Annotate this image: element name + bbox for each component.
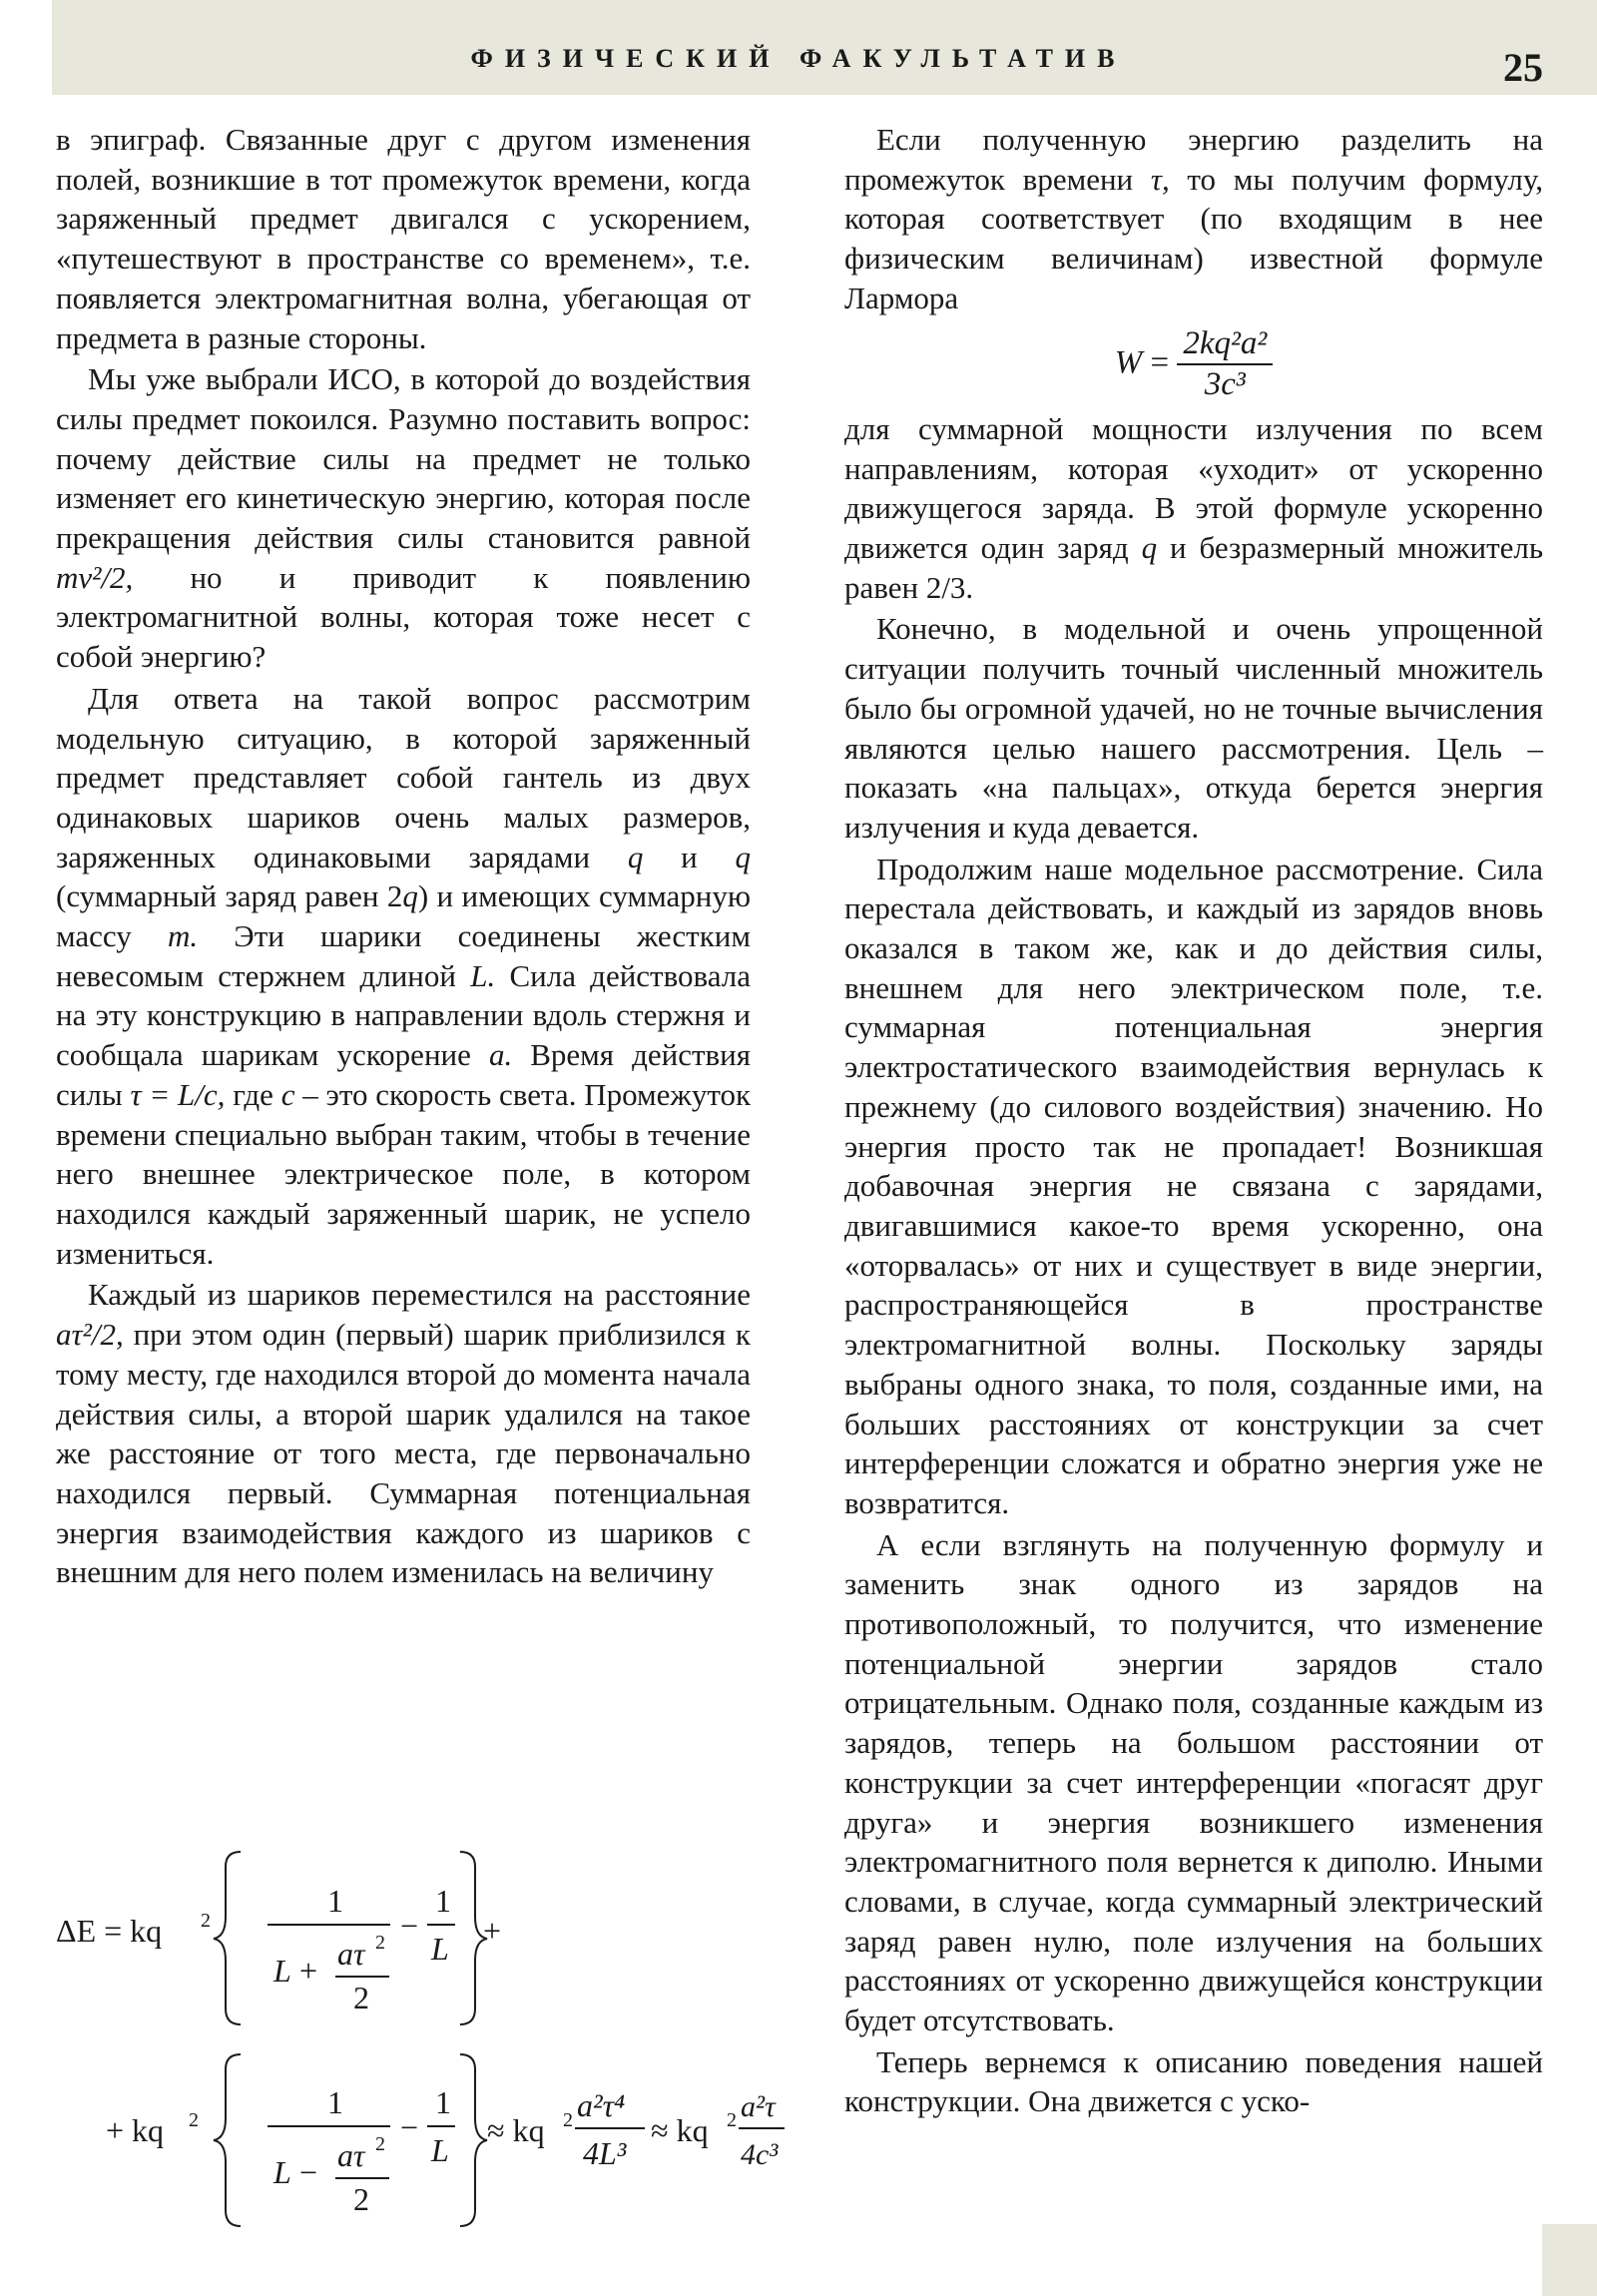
denominator-two: 2 xyxy=(353,1980,369,2015)
four-c-cubed: 4c³ xyxy=(741,2138,779,2171)
text-run: но и приводит к появлению электромагнитной волны, которая тоже несет с собой энергию? xyxy=(56,559,751,675)
right-column xyxy=(844,120,1543,2123)
text-run: для суммарной мощности излучения по всем направлениям, которая «уходит» от ускоренно движущегося заряда. В этой формуле ускоренно движется один заряд xyxy=(844,410,1543,566)
text-run: ) и имеющих суммарную массу xyxy=(56,878,751,954)
denominator-two: 2 xyxy=(353,2181,369,2217)
larmor-numerator: 2kq²a² xyxy=(1177,324,1273,366)
var-q: q xyxy=(627,839,644,874)
var-c: c xyxy=(280,1076,295,1112)
numerator-one: 1 xyxy=(435,1883,451,1919)
var-m: m. xyxy=(167,918,199,954)
larmor-formula xyxy=(844,324,1543,405)
text-run: то мы получим формулу, которая соответствует (по входящим в нее физическим величинам) известной формуле Лармора xyxy=(844,161,1544,315)
var-a: a. xyxy=(488,1037,513,1073)
text-run: – это скорость света. Промежуток времени специально выбран таким, чтобы в течение него внешнее электрическое поле, в котором находился каждый заряженный шарик, не успело измениться. xyxy=(56,1076,752,1271)
right-paragraph-1 xyxy=(844,120,1543,318)
delta-e-formula xyxy=(56,1837,785,2236)
superscript-2: 2 xyxy=(375,1932,385,1954)
right-paragraph-6: Теперь вернемся к описанию поведения нашей конструкции. Она движется с уско- xyxy=(844,2043,1543,2119)
minus-sign: − xyxy=(400,2109,419,2145)
text-run: где xyxy=(233,1076,273,1112)
right-paragraph-2 xyxy=(844,409,1543,608)
text-run: Если полученную энергию разделить на промежуток времени xyxy=(844,122,1543,197)
superscript-2: 2 xyxy=(563,2109,573,2131)
left-paragraph-1: в эпиграф. Связанные друг с другом изменения полей, возникшие в тот промежуток времени, когда заряженный предмет двигался с ускорением, «путешествуют в пространстве со временем», т.е. появляется электромагнитная волна, убегающая от предмета в разные стороны. xyxy=(56,122,751,355)
right-paragraph-5: А если взглянуть на полученную формулу и заменить знак одного из зарядов на противоположный, то получится, что изменение потенциальной энергии зарядов стало отрицательным. Однако поля, созданные каждым из зарядов, теперь на большом расстоянии от конструкции за счет интерференции «погасят друг друга» и энергия возникшего изменения электромагнитного поля вернется к диполю. Иными словами, в случае, когда суммарный электрический заряд равен нулю, поле излучения на больших расстояниях от ускоренно движущейся конструкции будет отсутствовать. xyxy=(844,1526,1543,2038)
larmor-fraction xyxy=(1177,324,1273,405)
plus-sign: + xyxy=(483,1913,502,1949)
tau-equation: τ = L/c, xyxy=(130,1076,226,1112)
four-L-cubed: 4L³ xyxy=(583,2135,627,2171)
var-q: q xyxy=(402,878,418,914)
superscript-2: 2 xyxy=(375,2133,385,2155)
var-L: L xyxy=(273,1953,291,1989)
plus-sign: + xyxy=(299,1953,318,1989)
var-L: L. xyxy=(470,957,496,993)
text-run: и xyxy=(681,839,698,874)
var-q: q xyxy=(1141,530,1158,566)
numerator-one: 1 xyxy=(435,2084,451,2120)
a2-tau4: a²τ⁴ xyxy=(577,2087,626,2123)
displacement-formula: aτ²/2, xyxy=(56,1317,124,1353)
var-tau: τ, xyxy=(1150,161,1170,197)
equals-sign: = xyxy=(1150,343,1170,380)
larmor-denominator: 3c³ xyxy=(1204,366,1246,403)
kinetic-energy-formula: mv²/2, xyxy=(56,559,134,595)
page-number: 25 xyxy=(1503,45,1543,90)
var-L: L xyxy=(431,2132,449,2168)
text-run: и безразмерный множитель равен 2/3. xyxy=(844,530,1543,605)
superscript-2: 2 xyxy=(189,2109,199,2131)
page-edge-tab xyxy=(1542,2224,1597,2296)
formula-row2-lead: + kq xyxy=(106,2112,165,2148)
left-brace xyxy=(214,1852,241,2024)
text-run: Эти шарики соединены жестким невесомым стержнем длиной xyxy=(56,918,751,993)
formula-lhs: ΔE = kq xyxy=(56,1913,163,1949)
var-L: L xyxy=(431,1931,449,1967)
left-column xyxy=(56,120,751,1594)
text-run: Каждый из шариков переместился на расстояние xyxy=(88,1277,751,1313)
text-run: Сила действовала на эту конструкцию в направлении вдоль стержня и сообщала шарикам ускорение xyxy=(56,957,752,1073)
superscript-2: 2 xyxy=(727,2109,737,2131)
numerator-one: 1 xyxy=(327,1883,343,1919)
superscript-2: 2 xyxy=(201,1910,211,1932)
a-tau: aτ xyxy=(337,2137,365,2173)
right-brace xyxy=(460,2054,487,2226)
text-run: Для ответа на такой вопрос рассмотрим модельную ситуацию, в которой заряженный предмет представляет собой гантель из двух одинаковых шариков очень малых размеров, заряженных одинаковыми зарядами xyxy=(56,680,751,874)
text-run: Время действия силы xyxy=(56,1037,752,1112)
var-L: L xyxy=(273,2154,291,2190)
left-brace xyxy=(214,2054,241,2226)
approx-kq: ≈ kq xyxy=(651,2112,709,2148)
right-paragraph-3: Конечно, в модельной и очень упрощенной ситуации получить точный численный множитель было бы огромной удачей, но не точные вычисления являются целью нашего рассмотрения. Цель – показать «на пальцах», откуда берется энергия излучения и куда девается. xyxy=(844,611,1543,845)
text-run: Мы уже выбрали ИСО, в которой до воздействия силы предмет покоился. Разумно поставить вопрос: почему действие силы на предмет не только изменяет его кинетическую энергию, которая после прекращения действия силы становится равной xyxy=(56,361,751,556)
right-paragraph-4: Продолжим наше модельное рассмотрение. Сила перестала действовать, и каждый из зарядов вновь оказался в таком же, как и до действия силы, внешнем для него электрическом поле, т.е. суммарная потенциальная энергия электростатического взаимодействия вернулась к прежнему (до силового воздействия) значению. Но энергия просто так не пропадает! Возникшая добавочная энергия не связана с зарядами, двигавшимися какое-то время ускоренно, она «оторвалась» от них и существует в виде энергии, распространяющейся в пространстве электромагнитной волны. Поскольку заряды выбраны одного знака, то поля, созданные ими, на больших расстояниях от конструкции за счет интерференции сложатся и обратно энергия уже не возвратится. xyxy=(844,851,1543,1520)
left-paragraph-3 xyxy=(56,679,751,1274)
numerator-one: 1 xyxy=(327,2084,343,2120)
var-W: W xyxy=(1114,343,1143,380)
left-paragraph-4 xyxy=(56,1275,751,1592)
left-paragraph-2 xyxy=(56,359,751,677)
var-q: q xyxy=(735,839,752,874)
minus-sign: − xyxy=(299,2154,318,2190)
minus-sign: − xyxy=(400,1908,419,1944)
running-head: ФИЗИЧЕСКИЙ ФАКУЛЬТАТИВ xyxy=(470,44,1127,73)
text-run: (суммарный заряд равен 2 xyxy=(56,878,403,914)
a2-tau: a²τ xyxy=(741,2090,776,2123)
a-tau: aτ xyxy=(337,1936,365,1972)
approx-kq: ≈ kq xyxy=(487,2112,545,2148)
text-run: при этом один (первый) шарик приблизился к тому месту, где находился второй до момента начала действия силы, а второй шарик удалился на такое же расстояние от того места, где первоначально находился первый. Суммарная потенциальная энергия взаимодействия каждого из шариков с внешним для него полем изменилась на величину xyxy=(56,1317,751,1590)
